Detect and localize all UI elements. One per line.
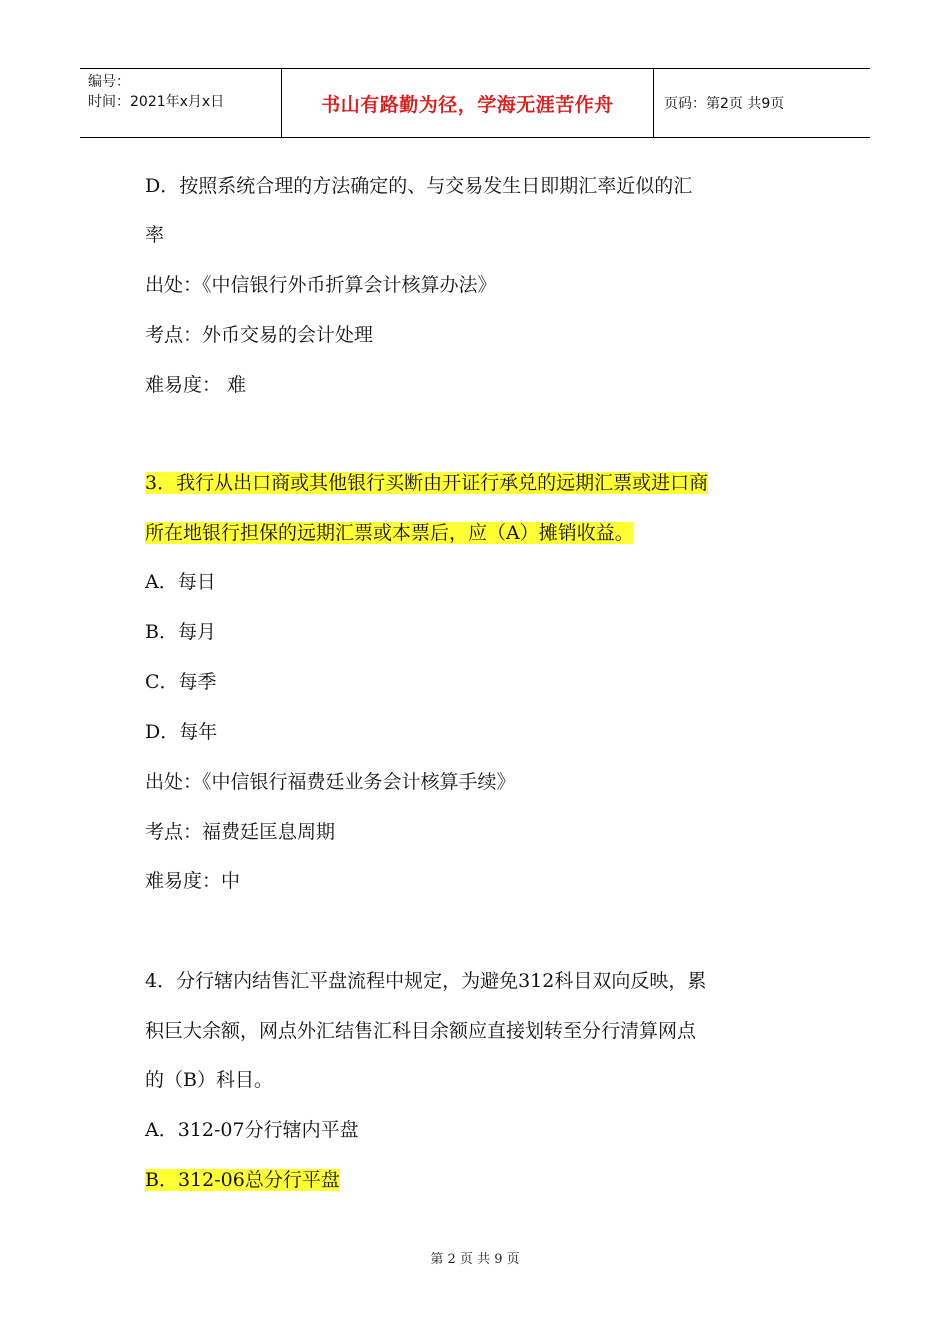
option-d-line-2: 率: [145, 224, 165, 246]
option-d-line-1: D．按照系统合理的方法确定的、与交易发生日即期汇率近似的汇: [145, 175, 693, 197]
q3-option-a: A．每日: [145, 571, 216, 593]
question-4-line-2: 积巨大余额，网点外汇结售汇科目余额应直接划转至分行清算网点: [145, 1020, 697, 1042]
header-motto: 书山有路勤为径，学海无涯苦作舟: [282, 69, 654, 137]
q3-topic-text: 考点：福费廷匡息周期: [145, 821, 336, 843]
q4-option-a: A．312-07分行辖内平盘: [145, 1119, 359, 1141]
q3-option-c: C．每季: [145, 671, 217, 693]
question-4-line-1: 4．分行辖内结售汇平盘流程中规定，为避免312科目双向反映，累: [145, 970, 707, 992]
q3-difficulty-text: 难易度：中: [145, 870, 241, 892]
page-footer: 第 2 页 共 9 页: [430, 1252, 520, 1267]
source-text: 出处：《中信银行外币折算会计核算办法》: [145, 274, 497, 296]
q3-source-text: 出处：《中信银行福费廷业务会计核算手续》: [145, 771, 516, 793]
header-number: 编号：: [88, 74, 130, 90]
header-time: 时间：2021年x月x日: [88, 94, 225, 110]
q4-option-b: B．312-06总分行平盘: [145, 1169, 340, 1191]
question-3-line-1: 3．我行从出口商或其他银行买断由开证行承兑的远期汇票或进口商: [145, 472, 709, 494]
header-page-info: 页码：第2页 共9页: [664, 96, 785, 112]
difficulty-text: 难易度： 难: [145, 374, 247, 396]
question-3-line-2: 所在地银行担保的远期汇票或本票后，应（A）摊销收益。: [145, 522, 634, 544]
question-4-line-3: 的（B）科目。: [145, 1069, 273, 1091]
header-meta: [80, 69, 282, 137]
topic-text: 考点：外币交易的会计处理: [145, 324, 374, 346]
q3-option-b: B．每月: [145, 621, 216, 643]
page-header: [80, 68, 870, 138]
q3-option-d: D．每年: [145, 721, 218, 743]
